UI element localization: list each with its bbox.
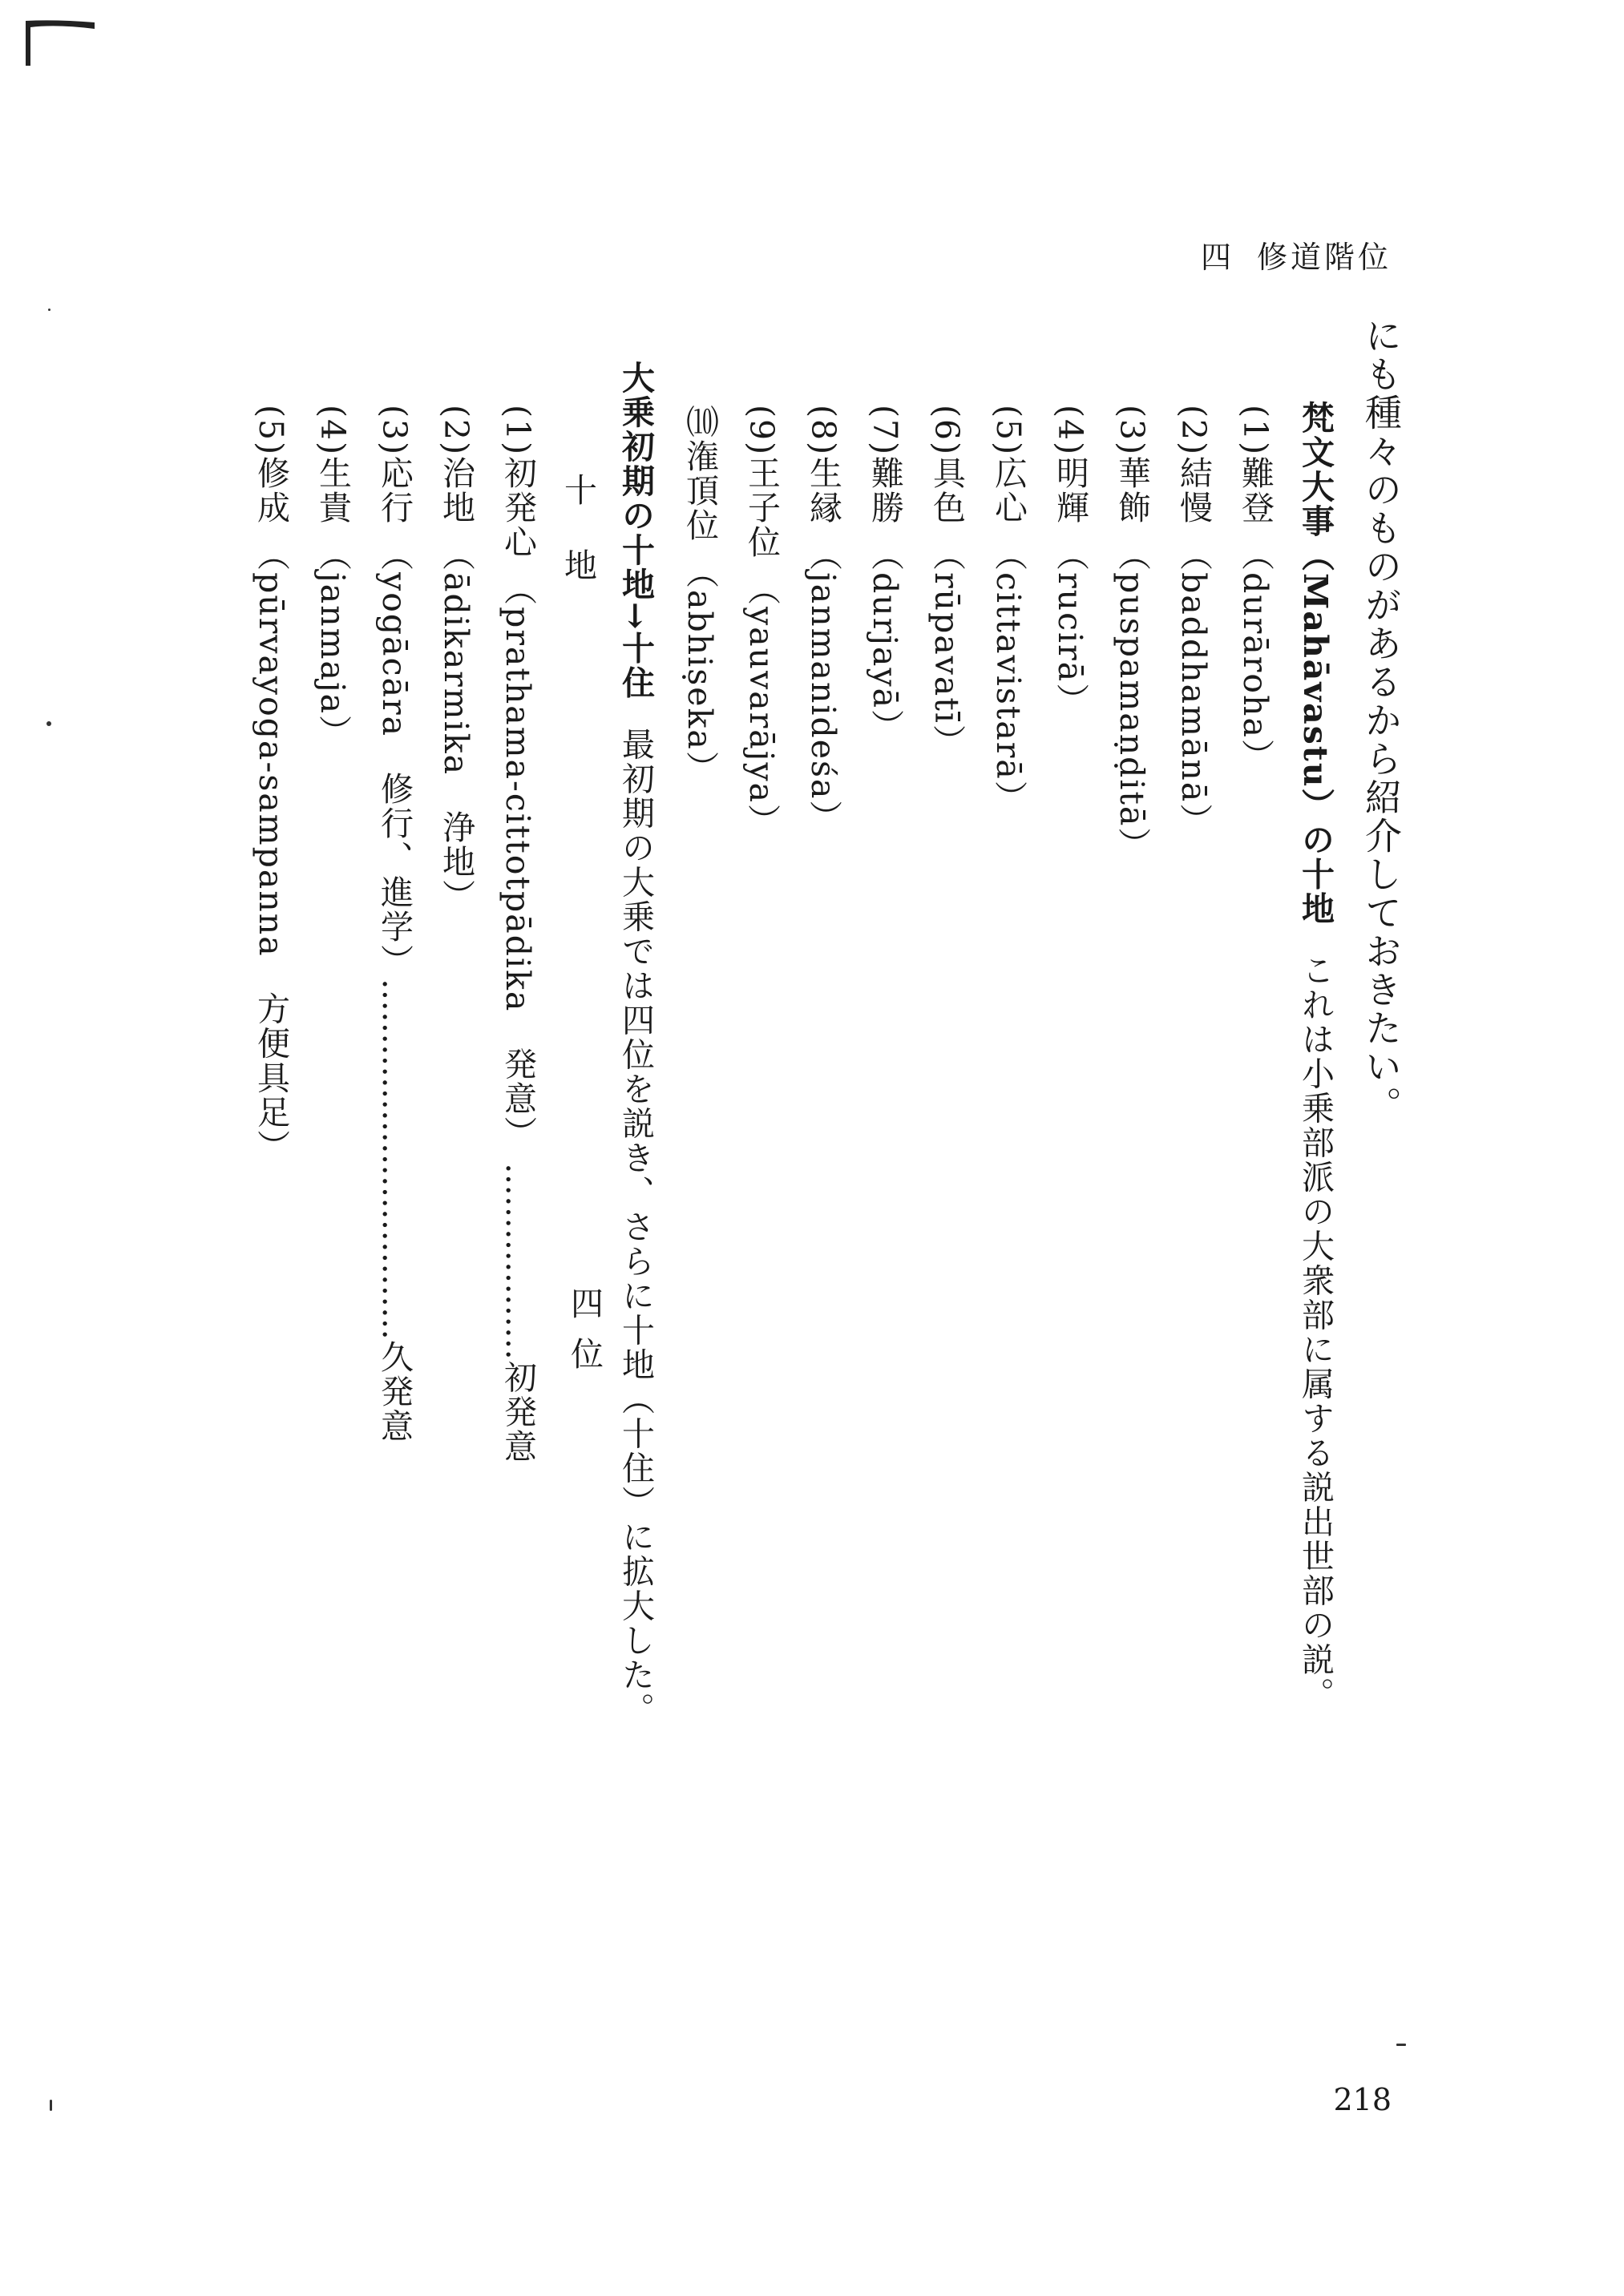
label-ten-stages: 十 地 (559, 473, 597, 586)
mahavastu-heading-line (1296, 401, 1335, 1712)
early-mahayana-heading-line (616, 361, 655, 1727)
mahavastu-item: (5)広心（cittavistarā） (989, 405, 1028, 815)
mahavastu-item: (1)難登（durāroha） (1236, 405, 1275, 773)
mahavastu-heading: 梵文大事（Mahāvastu）の十地 (1296, 401, 1335, 926)
page-number: 218 (1333, 2082, 1392, 2117)
four-stage-term: 久発意 (375, 1340, 414, 1444)
early-mahayana-item: (2)治地（ādikarmika 浄地） (437, 405, 475, 914)
scan-speck (48, 309, 50, 311)
early-mahayana-description: 最初期の大乗では四位を説き、さらに十地（十住）に拡大した。 (616, 727, 655, 1727)
early-mahayana-item: (3)応行（yogācāra 修行、進学）……………………………久発意 (375, 405, 414, 1444)
mahavastu-item: (2)結慢（baddhamānā） (1174, 405, 1213, 838)
mahavastu-item: (4)明輝（rucirā） (1051, 405, 1089, 718)
early-mahayana-item: (5)修成（pūrvayoga-sampanna 方便具足） (252, 405, 290, 1164)
scan-speck (46, 721, 51, 726)
corner-mark (24, 18, 96, 67)
early-mahayana-item: (4)生貴（janmaja） (313, 405, 352, 750)
early-mahayana-item: (1)初発心（prathama-cittotpādika 発意）………………初発意 (499, 405, 537, 1464)
mahavastu-item: (9)王子位（yauvarājya） (742, 405, 781, 839)
mahavastu-item: (8)生縁（janmanideśa） (804, 405, 842, 835)
chapter-number: 四 (1200, 240, 1234, 275)
running-header (1201, 232, 1392, 276)
four-stage-term: 初発意 (499, 1360, 537, 1464)
intro-line: にも種々のものがあるから紹介しておきたい。 (1359, 317, 1403, 1124)
scan-speck (1396, 2044, 1406, 2046)
mahavastu-item: (6)具色（rūpavatī） (927, 405, 966, 759)
mahavastu-item: (7)難勝（durjayā） (866, 405, 904, 744)
chapter-title: 修道階位 (1256, 240, 1392, 275)
mahavastu-description: これは小乗部派の大衆部に属する説出世部の説。 (1296, 953, 1335, 1712)
scan-speck (50, 2100, 52, 2111)
early-mahayana-heading: 大乗初期の十地→十住 (616, 361, 655, 700)
label-four-stages: 四位 (565, 1286, 604, 1387)
mahavastu-item: (3)華飾（puspamaṇḍitā） (1113, 405, 1151, 862)
mahavastu-item: ⑽潅頂位（abhiṣeka） (681, 405, 719, 785)
